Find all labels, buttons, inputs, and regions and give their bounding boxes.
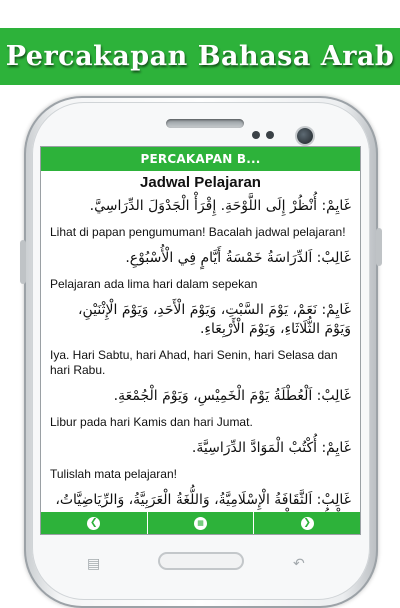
- dialog-line-arabic: غَايِمْ: أُكْتُبْ الْمَوَادَّ الدِّرَاسِيَّةَ.: [191, 440, 351, 456]
- dialog-line-translation: Iya. Hari Sabtu, hari Ahad, hari Senin, hari Selasa dan hari Rabu.: [50, 348, 338, 377]
- dialog-line-arabic: غَالِبْ: اَلْعُطْلَةُ يَوْمَ الْخَمِيْسِ، وَيَوْمَ الْجُمْعَةِ.: [113, 388, 351, 404]
- back-key-icon[interactable]: ↶: [293, 556, 305, 572]
- power-button: [376, 228, 382, 266]
- dialog-line-arabic: غَايِمْ: نَعَمْ، يَوْمَ السَّبْتِ، وَيَوْمَ الْأَحَدِ، وَيَوْمَ الْإِثْنَيْنِ، وَيَوْمَ الثُّلَاثَاءِ، وَيَوْمَ الْأَرْبِعَاءِ.: [78, 302, 351, 337]
- lesson-content[interactable]: [41, 171, 360, 512]
- dialog-line-translation: Tulislah mata pelajaran!: [50, 467, 177, 481]
- home-button[interactable]: [158, 552, 244, 570]
- bottom-nav-bar: [41, 512, 360, 534]
- lesson-heading: Jadwal Pelajaran: [140, 174, 261, 191]
- promo-banner: [0, 28, 400, 85]
- dialog-line-arabic: غَالِبْ: اَلثَّقَافَةُ الْإِسْلَامِيَّةُ، وَاللُّغَةُ الْعَرَبِيَّةُ، وَالرِّيَاضِيَّاتُ،: [55, 492, 351, 508]
- volume-button: [20, 240, 26, 284]
- next-page-button[interactable]: [254, 512, 360, 534]
- app-screen: [41, 147, 360, 534]
- dialog-line-arabic: غَايِمْ: أُنْظُرْ إِلَى اللَّوْحَةِ. إِقْرَأْ الْجَدْوَلَ الدِّرَاسِيَّ.: [89, 198, 351, 214]
- menu-button[interactable]: [148, 512, 255, 534]
- dialog-line-translation: Lihat di papan pengumuman! Bacalah jadwal pelajaran!: [50, 225, 346, 239]
- hardware-keys: [41, 548, 360, 578]
- prev-page-button[interactable]: [41, 512, 148, 534]
- grid-icon: ▦: [194, 517, 207, 530]
- banner-title: Percakapan Bahasa Arab: [5, 41, 395, 72]
- app-title-bar: [41, 147, 360, 171]
- chevron-left-icon: ❮: [87, 517, 100, 530]
- proximity-sensor: [252, 131, 260, 139]
- chevron-right-icon: ❯: [301, 517, 314, 530]
- earpiece-speaker: [166, 119, 244, 128]
- dialog-line-translation: Libur pada hari Kamis dan hari Jumat.: [50, 415, 253, 429]
- front-camera: [297, 128, 313, 144]
- menu-key-icon[interactable]: ▤: [87, 556, 101, 572]
- light-sensor: [266, 131, 274, 139]
- dialog-line-arabic: غَالِبْ: اَلدِّرَاسَةُ خَمْسَةُ أَيَّامٍ فِي الْأُسْبُوْعِ.: [125, 250, 351, 266]
- app-title: PERCAKAPAN B...: [140, 152, 261, 166]
- dialog-line-translation: Pelajaran ada lima hari dalam sepekan: [50, 277, 258, 291]
